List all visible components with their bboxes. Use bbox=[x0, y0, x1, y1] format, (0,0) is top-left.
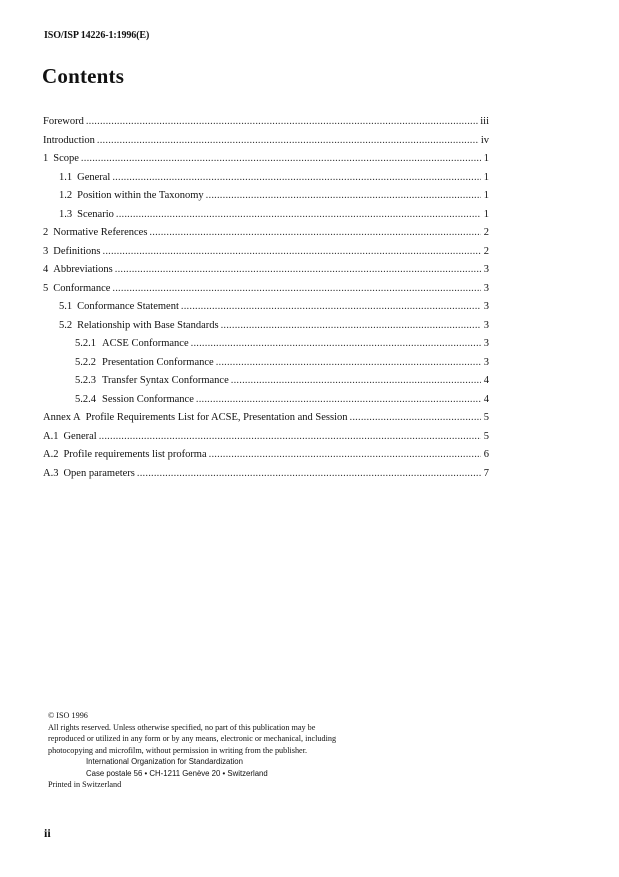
printed-in: Printed in Switzerland bbox=[48, 780, 122, 789]
toc-entry-number: Annex A bbox=[43, 412, 81, 423]
copyright-notice bbox=[48, 710, 403, 791]
toc-entry-number: A.2 bbox=[43, 449, 59, 460]
toc-entry-acse-conformance[interactable] bbox=[43, 335, 489, 354]
toc-dot-leader bbox=[350, 409, 481, 428]
toc-entry-page: 2 bbox=[483, 227, 489, 238]
toc-entry-page: 3 bbox=[483, 338, 489, 349]
toc-entry-page: 3 bbox=[483, 264, 489, 275]
toc-dot-leader bbox=[103, 243, 482, 262]
toc-entry-number: 5.1 bbox=[59, 301, 73, 312]
toc-entry-number: 1.2 bbox=[59, 190, 73, 201]
toc-entry-page: iv bbox=[480, 134, 489, 146]
toc-entry-page: iii bbox=[480, 116, 489, 127]
toc-entry-number: 5.2.1 bbox=[75, 338, 96, 349]
toc-entry-normative-references[interactable] bbox=[43, 224, 489, 243]
toc-entry-label: ACSE Conformance bbox=[102, 338, 189, 349]
toc-entry-conformance[interactable] bbox=[43, 280, 489, 299]
toc-entry-page: 1 bbox=[483, 190, 489, 201]
toc-dot-leader bbox=[86, 113, 478, 132]
rights-statement: All rights reserved. Unless otherwise specified, no part of this publication may be bbox=[48, 722, 316, 732]
toc-entry-foreword[interactable] bbox=[43, 113, 489, 132]
rights-statement: reproduced or utilized in any form or by any means, electronic or mechanical, including bbox=[48, 734, 337, 743]
toc-entry-number: 5.2 bbox=[59, 319, 73, 331]
toc-entry-page: 5 bbox=[483, 412, 489, 423]
toc-entry-label: Position within the Taxonomy bbox=[77, 190, 204, 201]
toc-entry-label: Foreword bbox=[43, 116, 84, 127]
page-number: ii bbox=[44, 826, 51, 840]
toc-dot-leader bbox=[99, 428, 481, 447]
publisher-name: International Organization for Standardization bbox=[86, 757, 243, 766]
toc-entry-introduction[interactable] bbox=[43, 132, 489, 151]
toc-entry-session-conformance[interactable] bbox=[43, 391, 489, 410]
document-id-header: ISO/ISP 14226-1:1996(E) bbox=[44, 30, 150, 41]
toc-entry-label: Scenario bbox=[77, 208, 114, 220]
toc-entry-page: 4 bbox=[483, 393, 489, 405]
toc-entry-label: Conformance bbox=[53, 282, 111, 294]
toc-entry-scope[interactable] bbox=[43, 150, 489, 169]
rights-statement: photocopying and microfilm, without permission in writing from the publisher. bbox=[48, 745, 308, 755]
publisher-address: Case postale 56 • CH-1211 Genève 20 • Switzerland bbox=[86, 768, 268, 778]
toc-entry-annex-a[interactable] bbox=[43, 409, 489, 428]
toc-entry-label: Conformance Statement bbox=[77, 301, 179, 312]
toc-entry-label: Definitions bbox=[53, 245, 101, 257]
toc-entry-page: 6 bbox=[483, 449, 489, 460]
toc-entry-label: Transfer Syntax Conformance bbox=[102, 375, 229, 386]
toc-entry-label: General bbox=[63, 430, 97, 442]
toc-entry-page: 3 bbox=[483, 356, 489, 368]
toc-dot-leader bbox=[231, 372, 481, 391]
toc-entry-label: Introduction bbox=[43, 134, 95, 146]
toc-dot-leader bbox=[209, 446, 481, 465]
toc-entry-number: 2 bbox=[43, 227, 49, 238]
toc-entry-page: 1 bbox=[483, 171, 489, 183]
toc-entry-page: 3 bbox=[483, 301, 489, 312]
toc-dot-leader bbox=[206, 187, 481, 206]
toc-entry-number: 5.2.2 bbox=[75, 356, 96, 368]
toc-entry-number: 1.1 bbox=[59, 171, 73, 183]
toc-entry-page: 1 bbox=[483, 208, 489, 220]
toc-entry-number: A.3 bbox=[43, 467, 59, 479]
toc-entry-label: Scope bbox=[53, 153, 79, 164]
page-title: Contents bbox=[42, 64, 125, 88]
toc-entry-taxonomy-position[interactable] bbox=[43, 187, 489, 206]
toc-entry-page: 2 bbox=[483, 245, 489, 257]
toc-dot-leader bbox=[116, 206, 481, 225]
toc-entry-abbreviations[interactable] bbox=[43, 261, 489, 280]
toc-dot-leader bbox=[81, 150, 481, 169]
toc-entry-label: Normative References bbox=[53, 227, 148, 238]
toc-entry-transfer-syntax-conformance[interactable] bbox=[43, 372, 489, 391]
toc-entry-page: 7 bbox=[483, 467, 489, 479]
toc-entry-annex-general[interactable] bbox=[43, 428, 489, 447]
toc-entry-general[interactable] bbox=[43, 169, 489, 188]
toc-dot-leader bbox=[97, 132, 479, 151]
toc-entry-label: Presentation Conformance bbox=[102, 356, 214, 368]
toc-entry-conformance-statement[interactable] bbox=[43, 298, 489, 317]
copyright-line: © ISO 1996 bbox=[48, 711, 88, 720]
toc-entry-page: 5 bbox=[483, 430, 489, 442]
toc-entry-label: Abbreviations bbox=[53, 264, 113, 275]
toc-entry-number: 3 bbox=[43, 245, 49, 257]
toc-entry-prl-proforma[interactable] bbox=[43, 446, 489, 465]
toc-dot-leader bbox=[216, 354, 481, 373]
toc-entry-number: 4 bbox=[43, 264, 49, 275]
toc-entry-page: 1 bbox=[483, 153, 489, 164]
toc-dot-leader bbox=[149, 224, 481, 243]
toc-entry-number: 1.3 bbox=[59, 208, 73, 220]
toc-dot-leader bbox=[191, 335, 481, 354]
toc-entry-scenario[interactable] bbox=[43, 206, 489, 225]
toc-entry-label: Session Conformance bbox=[102, 393, 194, 405]
toc-entry-definitions[interactable] bbox=[43, 243, 489, 262]
toc-dot-leader bbox=[112, 169, 481, 188]
toc-entry-label: Profile Requirements List for ACSE, Presentation and Session bbox=[85, 412, 348, 423]
toc-dot-leader bbox=[137, 465, 481, 484]
toc-entry-page: 3 bbox=[483, 319, 489, 331]
toc-dot-leader bbox=[196, 391, 481, 410]
toc-entry-label: Profile requirements list proforma bbox=[63, 449, 207, 460]
toc-entry-number: 5.2.4 bbox=[75, 393, 96, 405]
toc-entry-number: 5.2.3 bbox=[75, 375, 96, 386]
toc-entry-open-parameters[interactable] bbox=[43, 465, 489, 484]
toc-dot-leader bbox=[221, 317, 481, 336]
toc-entry-label: Open parameters bbox=[63, 467, 135, 479]
toc-entry-label: General bbox=[77, 171, 111, 183]
toc-dot-leader bbox=[181, 298, 481, 317]
toc-entry-number: 1 bbox=[43, 153, 49, 164]
toc-dot-leader bbox=[115, 261, 481, 280]
toc-entry-number: 5 bbox=[43, 282, 49, 294]
toc-entry-base-standards[interactable] bbox=[43, 317, 489, 336]
toc-entry-number: A.1 bbox=[43, 430, 59, 442]
toc-entry-label: Relationship with Base Standards bbox=[77, 319, 219, 331]
toc-entry-presentation-conformance[interactable] bbox=[43, 354, 489, 373]
table-of-contents bbox=[43, 113, 489, 483]
toc-dot-leader bbox=[112, 280, 481, 299]
toc-entry-page: 4 bbox=[483, 375, 489, 386]
toc-entry-page: 3 bbox=[483, 282, 489, 294]
